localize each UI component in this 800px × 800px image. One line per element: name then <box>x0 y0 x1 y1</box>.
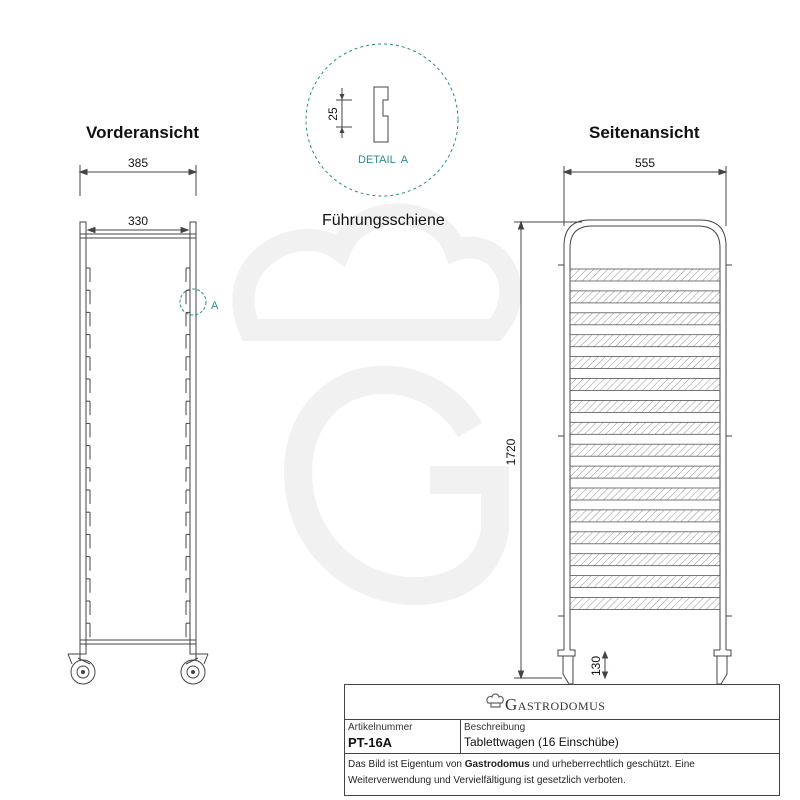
side-tray-slots <box>570 269 720 610</box>
watermark-logo-icon <box>243 214 510 591</box>
side-depth-dimension: 555 <box>634 156 656 170</box>
detail-label: DETAIL A <box>358 154 409 166</box>
tray-slot <box>570 444 720 456</box>
article-number: PT-16A <box>348 735 393 750</box>
copyright-prefix: Das Bild ist Eigentum von <box>348 759 465 770</box>
height-dimension: 1720 <box>504 438 518 466</box>
tray-slot <box>570 554 720 566</box>
title-block-info-row <box>345 719 779 754</box>
description-text: Tablettwagen (16 Einschübe) <box>464 735 619 749</box>
copyright-note <box>348 757 776 789</box>
detail-dimension: 25 <box>326 107 340 121</box>
title-block <box>344 684 780 796</box>
tray-slot <box>570 576 720 588</box>
tray-slot <box>570 313 720 325</box>
front-view <box>80 165 206 654</box>
brand-logo-text: Gastrodomus <box>505 695 606 714</box>
tray-slot <box>570 510 720 522</box>
front-width-dimension: 385 <box>127 156 149 170</box>
front-inner-width-dimension: 330 <box>127 214 149 228</box>
tray-slot <box>570 291 720 303</box>
tray-slot <box>570 598 720 610</box>
tray-slot <box>570 379 720 391</box>
chef-hat-icon <box>485 691 505 709</box>
description-cell <box>461 719 779 753</box>
front-view-title: Vorderansicht <box>86 123 200 142</box>
tray-slot <box>570 335 720 347</box>
detail-callout-label: A <box>211 300 219 312</box>
tray-slot <box>570 488 720 500</box>
article-cell <box>345 719 461 753</box>
tray-slot <box>570 422 720 434</box>
description-label: Beschreibung <box>464 722 526 733</box>
tray-slot <box>570 532 720 544</box>
front-guide-rails <box>86 268 190 637</box>
tray-slot <box>570 466 720 478</box>
copyright-suffix: und urheberrechtlich geschützt. Eine Weiterverwendung und Vervielfältigung ist gesetzlich verboten. <box>348 759 695 786</box>
detail-caption: Führungsschiene <box>322 212 445 229</box>
article-label: Artikelnummer <box>348 722 413 733</box>
tray-slot <box>570 269 720 281</box>
ground-clearance-dimension: 130 <box>589 655 603 677</box>
front-caster-wheel-icon <box>68 654 95 684</box>
copyright-brand: Gastrodomus <box>464 759 530 770</box>
side-view-title: Seitenansicht <box>589 123 700 142</box>
tray-slot <box>570 357 720 369</box>
tray-slot <box>570 400 720 412</box>
front-caster-wheel-icon <box>181 654 208 684</box>
title-block-logo-row <box>345 685 779 720</box>
